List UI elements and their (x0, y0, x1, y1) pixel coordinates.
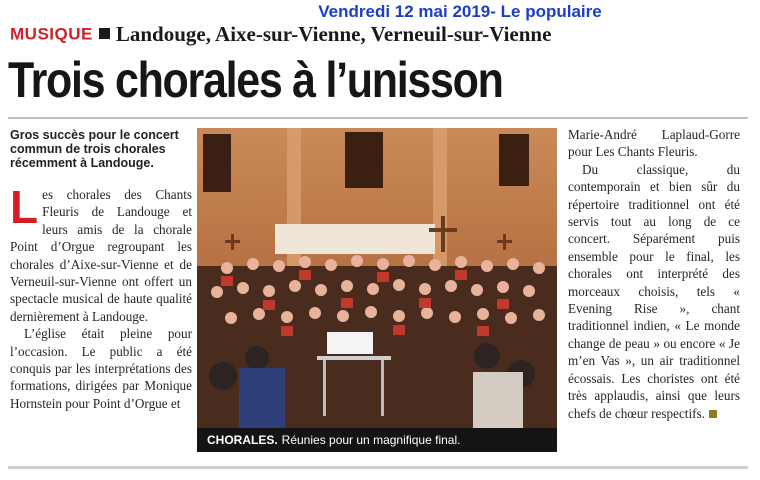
article-column-1 (10, 181, 192, 412)
kicker (10, 22, 551, 46)
paragraph-2: L’église était pleine pour l’occasion. Le public a été conquis par les interprétations des formations, dirigées par Monique Hornstein pour Point d’Orgue et (10, 326, 192, 411)
caption-label: CHORALES. (207, 433, 278, 447)
choir-photo (197, 128, 557, 452)
caption-text: Réunies pour un magnifique final. (281, 433, 461, 447)
dateline-text: Vendredi 12 mai 2019- Le populaire (318, 2, 602, 21)
bottom-divider (8, 466, 748, 469)
square-bullet-icon (99, 28, 110, 39)
article-column-3 (568, 126, 740, 422)
photo-caption (197, 428, 557, 452)
top-divider (8, 117, 748, 119)
choir-photo-illustration (197, 128, 557, 452)
headline: Trois chorales à l’unisson (8, 52, 503, 108)
kicker-places: Landouge, Aixe-sur-Vienne, Verneuil-sur-Vienne (115, 22, 552, 46)
dropcap: L (10, 181, 39, 233)
paragraph-4: Du classique, du contemporain et bien sûr du répertoire traditionnel ont été servis tout au long de ce concert. Séparément puis ensemble pour le final, les chorales ont interprété des morceaux choisis, tels « Evening Rise », chant traditionnel indien, « Le monde change de peau » ou encore « Je m’en Vas », un air traditionnel écossais. Les choristes ont été très applaudis, ainsi que leurs chefs de chœur respectifs. (568, 161, 740, 421)
paragraph-3: Marie-André Laplaud-Gorre pour Les Chants Fleuris. (568, 127, 740, 160)
end-mark-icon (709, 410, 717, 418)
dateline (0, 2, 760, 22)
standfirst: Gros succès pour le concert commun de trois chorales récemment à Landouge. (10, 128, 179, 170)
section-label: MUSIQUE (10, 24, 93, 44)
paragraph-1: es chorales des Chants Fleuris de Landouge et leurs amis de la chorale Point d’Orgue regroupant les chorales d’Aixe-sur-Vienne et de Verneuil-sur-Vienne ont offert un spectacle musical de haute qualité dernièrement à Landouge. (10, 187, 192, 324)
